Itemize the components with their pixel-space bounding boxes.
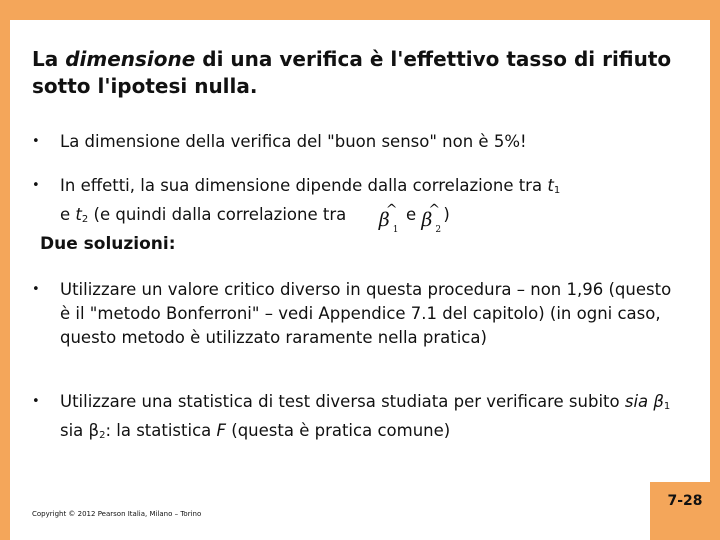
page-number-box: [650, 482, 720, 540]
beta-hat-1: ^ β 1: [378, 202, 399, 235]
page-number: 7-28: [667, 493, 703, 509]
slide-title: [32, 46, 692, 100]
beta-hat-2: ^ β 2: [421, 202, 442, 235]
bullet-dot: •: [32, 394, 40, 409]
bullet-1-text: La dimensione della verifica del "buon senso" non è 5%!: [60, 132, 527, 151]
solutions-heading: Due soluzioni:: [40, 234, 176, 254]
bullet-dot: •: [32, 134, 40, 149]
title-text-2: di una verifica è l'effettivo tasso di rifiuto sotto l'ipotesi nulla.: [32, 47, 672, 98]
bullet-dot: •: [32, 282, 40, 297]
title-text-1: La: [32, 47, 66, 71]
bullet-4-text: Utilizzare una statistica di test diversa studiata per verificare subito sia $\beta_1$ sia $\beta_2$: la statistica F (questa è pratica comune): [60, 392, 671, 441]
title-italic: dimensione: [65, 47, 196, 71]
bullet-dot: •: [32, 178, 40, 193]
bullet-2-text: In effetti, la sua dimensione dipende dalla correlazione tra $t_1$ e $t_2$ (e quindi dalla correlazione tra ^ β 1 e ^ β 2 ): [60, 176, 561, 235]
slide: [10, 20, 710, 540]
bullet-3-text: Utilizzare un valore critico diverso in questa procedura – non 1,96 (questo è il "metodo Bonferroni" – vedi Appendice 7.1 del capitolo) (in ogni caso, questo metodo è utilizzato raramente nella pratica): [60, 280, 672, 347]
copyright-footer: Copyright © 2012 Pearson Italia, Milano – Torino: [32, 510, 202, 518]
